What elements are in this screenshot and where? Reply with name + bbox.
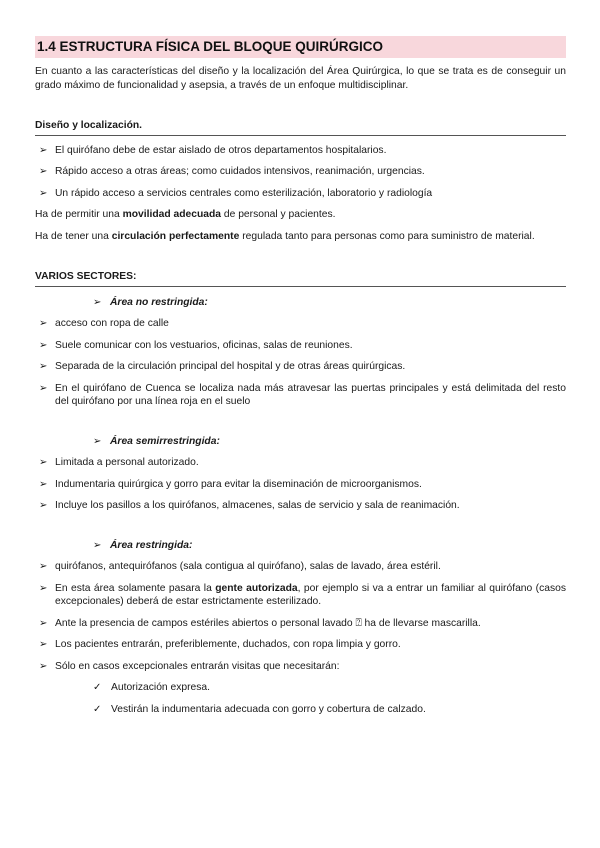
checkmark-icon: ✓	[93, 703, 102, 715]
document-page	[35, 36, 566, 716]
list-item: ➢ Rápido acceso a otras áreas; como cuidados intensivos, reanimación, urgencias.	[35, 165, 566, 179]
paragraph-movilidad: Ha de permitir una movilidad adecuada de personal y pacientes.	[35, 209, 336, 220]
area-no-restringida-title: ➢ Área no restringida:	[93, 296, 208, 308]
list-item: ➢ Indumentaria quirúrgica y gorro para evitar la diseminación de microorganismos.	[35, 478, 566, 492]
arrow-bullet-icon: ➢	[39, 478, 48, 490]
list-item: ➢ Incluye los pasillos a los quirófanos, almacenes, salas de servicio y sala de reanimación.	[35, 499, 566, 513]
checkmark-icon: ✓	[93, 682, 102, 693]
intro-paragraph: En cuanto a las características del diseño y la localización del Área Quirúrgica, lo que se trata es de conseguir un grado máximo de funcionalidad y asepsia, a través de un enfoque multidisciplinar.	[35, 66, 566, 91]
arrow-bullet-icon: ➢	[39, 617, 48, 629]
arrow-bullet-icon: ➢	[93, 435, 102, 447]
diseno-heading: Diseño y localización.	[35, 119, 566, 136]
list-item: ➢ Ante la presencia de campos estériles abiertos o personal lavado ⍰ ha de llevarse mascarilla.	[35, 617, 566, 631]
list-item: ➢ Suele comunicar con los vestuarios, oficinas, salas de reuniones.	[35, 339, 566, 353]
list-item: ➢ Un rápido acceso a servicios centrales como esterilización, laboratorio y radiología	[35, 187, 566, 201]
arrow-bullet-icon: ➢	[93, 539, 102, 551]
checklist-item: ✓ Autorización expresa.	[93, 682, 211, 693]
list-item: ➢ Sólo en casos excepcionales entrarán visitas que necesitarán:	[35, 660, 566, 674]
paragraph-circulacion: Ha de tener una circulación perfectamente regulada tanto para personas como para suministro de material.	[35, 230, 535, 242]
area-restringida-title: ➢ Área restringida:	[93, 539, 193, 551]
arrow-bullet-icon: ➢	[39, 382, 48, 394]
arrow-bullet-icon: ➢	[39, 561, 48, 572]
arrow-bullet-icon: ➢	[39, 318, 48, 329]
list-item: ➢ En el quirófano de Cuenca se localiza nada más atravesar las puertas principales y está delimitada del resto del quirófano por una línea roja en el suelo	[35, 382, 566, 409]
list-item: ➢ En esta área solamente pasara la gente autorizada, por ejemplo si va a entrar un familiar al quirófano (casos excepcionales) deberá de estar estrictamente esterilizado.	[35, 582, 566, 609]
area-semirrestringida-title: ➢ Área semirrestringida:	[93, 435, 220, 447]
arrow-bullet-icon: ➢	[39, 187, 48, 199]
list-item: ➢ Separada de la circulación principal del hospital y de otras áreas quirúrgicas.	[35, 360, 566, 374]
list-item: ➢ acceso con ropa de calle	[35, 317, 566, 331]
list-item: ➢ Los pacientes entrarán, preferiblemente, duchados, con ropa limpia y gorro.	[35, 638, 566, 652]
arrow-bullet-icon: ➢	[39, 582, 48, 594]
arrow-bullet-icon: ➢	[39, 500, 48, 511]
arrow-bullet-icon: ➢	[39, 166, 48, 177]
list-item: ➢ quirófanos, antequirófanos (sala contigua al quirófano), salas de lavado, área estéril.	[35, 560, 566, 574]
list-item: ➢ El quirófano debe de estar aislado de otros departamentos hospitalarios.	[35, 144, 566, 158]
arrow-bullet-icon: ➢	[39, 339, 48, 351]
arrow-bullet-icon: ➢	[39, 361, 48, 372]
arrow-bullet-icon: ➢	[39, 144, 48, 156]
arrow-bullet-icon: ➢	[39, 660, 48, 672]
arrow-bullet-icon: ➢	[93, 296, 102, 308]
section-title: 1.4 ESTRUCTURA FÍSICA DEL BLOQUE QUIRÚRGICO	[35, 36, 566, 58]
checklist-item: ✓ Vestirán la indumentaria adecuada con gorro y cobertura de calzado.	[93, 703, 426, 715]
sectores-heading: VARIOS SECTORES:	[35, 270, 566, 287]
arrow-bullet-icon: ➢	[39, 639, 48, 650]
arrow-bullet-icon: ➢	[39, 457, 48, 468]
list-item: ➢ Limitada a personal autorizado.	[35, 456, 566, 470]
